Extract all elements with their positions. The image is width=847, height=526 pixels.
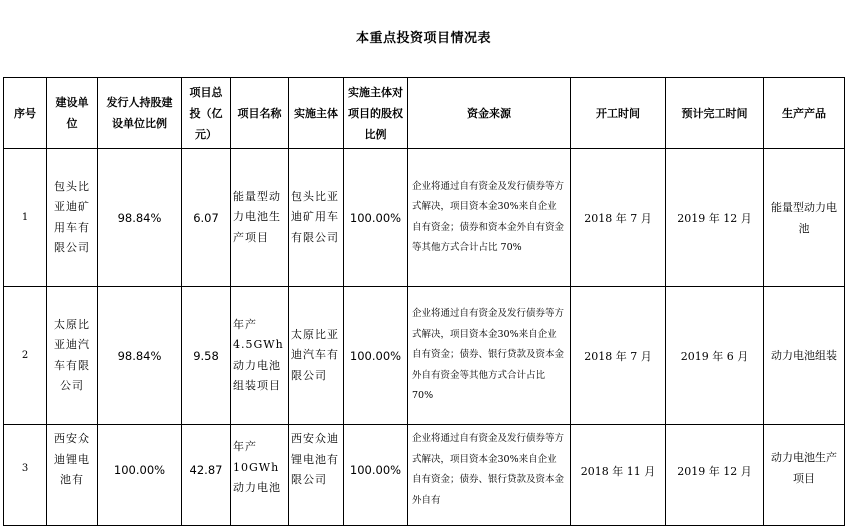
cell-ratio: 100.00%: [98, 425, 182, 526]
cell-invest: 9.58: [182, 287, 231, 425]
table-row: [4, 425, 845, 526]
cell-entity: 西安众迪锂电池有限公司: [289, 425, 344, 526]
cell-entity: 包头比亚迪矿用车有限公司: [289, 149, 344, 287]
cell-product: 动力电池组装: [764, 287, 845, 425]
header-project: 项目名称: [231, 78, 289, 149]
cell-project: 年产 10GWh 动力电池: [231, 425, 289, 526]
cell-seq: 3: [4, 425, 47, 526]
table-row: [4, 287, 845, 425]
header-finish: 预计完工时间: [666, 78, 764, 149]
cell-unit: 包头比亚迪矿用车有限公司: [47, 149, 98, 287]
cell-project: 能量型动力电池生产项目: [231, 149, 289, 287]
header-product: 生产产品: [764, 78, 845, 149]
cell-finish: 2019 年 6 月: [666, 287, 764, 425]
cell-funding: 企业将通过自有资金及发行债券等方式解决，项目资本金30%来自企业自有资金；债券、银行贷款及资本金外自有资金等其他方式合计占比 70%: [408, 287, 571, 425]
header-ratio: 发行人持股建设单位比例: [98, 78, 182, 149]
cell-project: 年产 4.5GWh 动力电池组装项目: [231, 287, 289, 425]
header-unit: 建设单位: [47, 78, 98, 149]
cell-product: 能量型动力电池: [764, 149, 845, 287]
cell-finish: 2019 年 12 月: [666, 425, 764, 526]
cell-ratio: 98.84%: [98, 287, 182, 425]
cell-funding: 企业将通过自有资金及发行债券等方式解决，项目资本金30%来自企业自有资金；债券和资本金外自有资金等其他方式合计占比 70%: [408, 149, 571, 287]
cell-ratio: 98.84%: [98, 149, 182, 287]
header-equity: 实施主体对项目的股权比例: [344, 78, 408, 149]
cell-unit: 西安众迪锂电池有: [47, 425, 98, 526]
header-seq: 序号: [4, 78, 47, 149]
header-funding: 资金来源: [408, 78, 571, 149]
cell-seq: 1: [4, 149, 47, 287]
cell-start: 2018 年 7 月: [571, 287, 666, 425]
cell-equity: 100.00%: [344, 287, 408, 425]
header-entity: 实施主体: [289, 78, 344, 149]
cell-invest: 42.87: [182, 425, 231, 526]
cell-product: 动力电池生产项目: [764, 425, 845, 526]
header-invest: 项目总投（亿元）: [182, 78, 231, 149]
header-start: 开工时间: [571, 78, 666, 149]
cell-equity: 100.00%: [344, 149, 408, 287]
cell-entity: 太原比亚迪汽车有限公司: [289, 287, 344, 425]
document-title: 本重点投资项目情况表: [355, 31, 491, 46]
cell-equity: 100.00%: [344, 425, 408, 526]
cell-start: 2018 年 11 月: [571, 425, 666, 526]
table-row: [4, 149, 845, 287]
cell-unit: 太原比亚迪汽车有限公司: [47, 287, 98, 425]
cell-start: 2018 年 7 月: [571, 149, 666, 287]
cell-finish: 2019 年 12 月: [666, 149, 764, 287]
investment-table: [3, 77, 845, 526]
cell-invest: 6.07: [182, 149, 231, 287]
cell-funding: 企业将通过自有资金及发行债券等方式解决，项目资本金30%来自企业自有资金；债券、银行贷款及资本金外自有: [408, 425, 571, 526]
table-header-row: [4, 78, 845, 149]
cell-seq: 2: [4, 287, 47, 425]
